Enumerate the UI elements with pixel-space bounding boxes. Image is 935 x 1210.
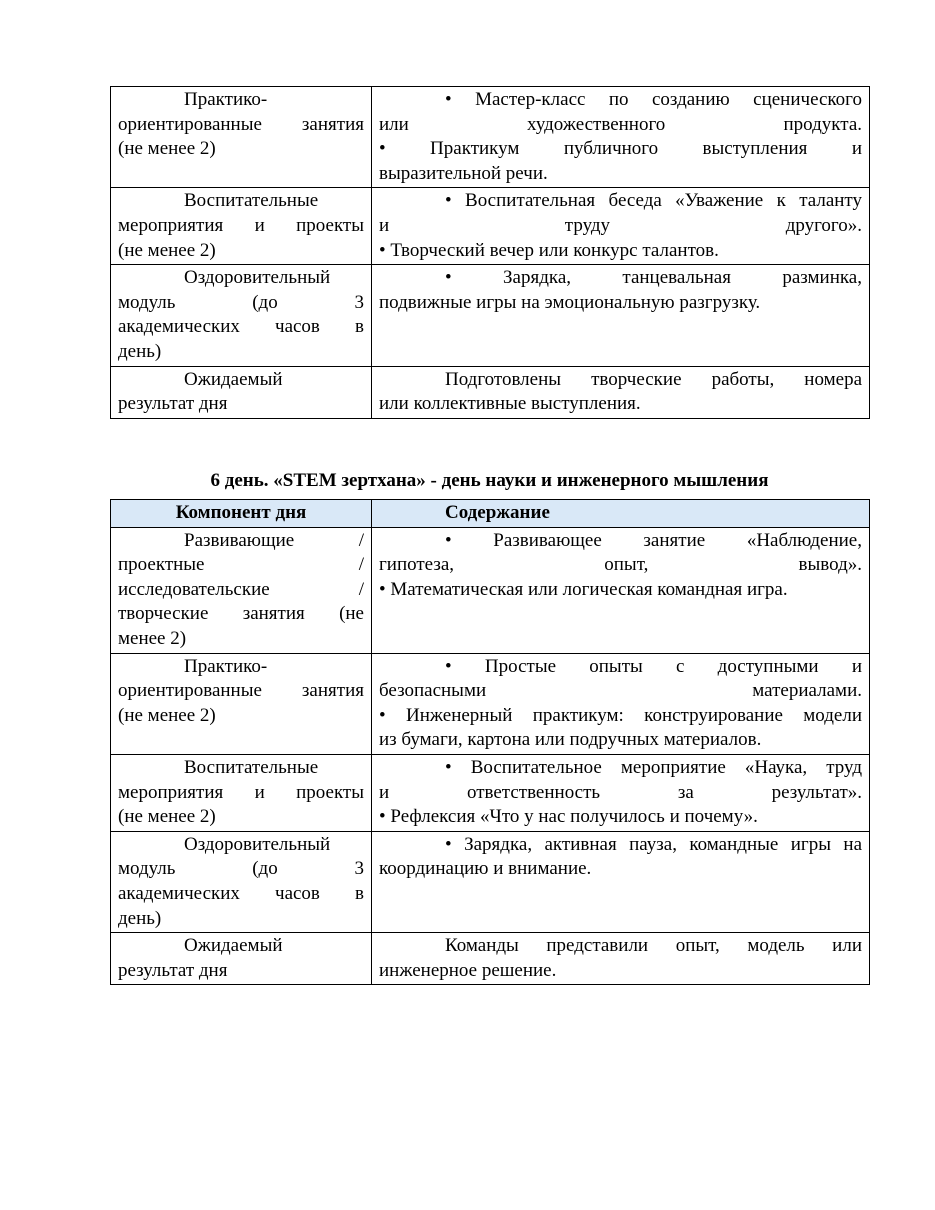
component-cell — [111, 188, 372, 265]
cell-line: Оздоровительный — [184, 833, 331, 855]
component-cell — [111, 366, 372, 418]
cell-line: результат дня — [118, 959, 228, 981]
content-cell — [372, 366, 870, 418]
cell-line: Практико- — [184, 89, 268, 110]
cell-line: из бумаги, картона или подручных материалов. — [379, 729, 762, 751]
cell-line: Ожидаемый — [184, 368, 283, 390]
table-header-row — [111, 500, 870, 528]
cell-line: (не менее 2) — [118, 138, 216, 160]
content-cell — [372, 527, 870, 653]
table-row — [111, 831, 870, 932]
cell-line: • Рефлексия «Что у нас получилось и почему». — [379, 806, 758, 828]
cell-line: • Воспитательное мероприятие «Наука, труд — [445, 756, 862, 778]
cell-line: инженерное решение. — [379, 959, 557, 981]
table-row — [111, 265, 870, 366]
cell-line: гипотеза, опыт, вывод». — [379, 554, 862, 576]
cell-line: Воспитательные — [184, 756, 319, 778]
content-cell — [372, 754, 870, 831]
cell-line: результат дня — [118, 393, 228, 415]
content-cell — [372, 87, 870, 188]
cell-line: Воспитательные — [184, 190, 319, 212]
column-header-content: Содержание — [372, 500, 870, 528]
cell-line: или коллективные выступления. — [379, 393, 641, 415]
component-cell — [111, 831, 372, 932]
cell-line: творческие занятия (не — [118, 603, 364, 625]
cell-line: • Развивающее занятие «Наблюдение, — [445, 529, 862, 551]
cell-line: • Зарядка, активная пауза, командные игры на — [445, 833, 862, 855]
column-header-component: Компонент дня — [111, 500, 372, 528]
cell-line: и ответственность за результат». — [379, 781, 862, 803]
cell-line: Оздоровительный — [184, 267, 331, 289]
cell-line: Команды представили опыт, модель или — [445, 935, 862, 957]
table-row — [111, 87, 870, 188]
cell-line: • Практикум публичного выступления и — [379, 138, 862, 160]
cell-line: Развивающие / — [184, 529, 364, 551]
cell-line: модуль (до 3 — [118, 858, 364, 880]
cell-line: • Инженерный практикум: конструирование модели — [379, 704, 862, 726]
component-cell — [111, 265, 372, 366]
content-cell — [372, 188, 870, 265]
table-row — [111, 933, 870, 985]
cell-line: Практико- — [184, 655, 268, 677]
cell-line: день) — [118, 907, 162, 929]
component-cell — [111, 754, 372, 831]
cell-line: • Простые опыты с доступными и — [445, 655, 862, 677]
component-cell — [111, 87, 372, 188]
cell-line: • Математическая или логическая командная игра. — [379, 578, 788, 600]
cell-line: координацию и внимание. — [379, 858, 592, 880]
component-cell — [111, 527, 372, 653]
cell-line: исследовательские / — [118, 578, 364, 600]
program-table-day-6 — [110, 499, 870, 985]
component-cell — [111, 933, 372, 985]
content-cell — [372, 265, 870, 366]
cell-line: день) — [118, 340, 162, 362]
table-row — [111, 527, 870, 653]
cell-line: мероприятия и проекты — [118, 781, 364, 803]
cell-line: менее 2) — [118, 627, 187, 649]
table-row — [111, 188, 870, 265]
table-row — [111, 653, 870, 754]
component-cell — [111, 653, 372, 754]
cell-line: проектные / — [118, 554, 364, 576]
cell-line: • Мастер-класс по созданию сценического — [445, 89, 862, 110]
cell-line: мероприятия и проекты — [118, 214, 364, 236]
program-table-previous-day — [110, 86, 870, 419]
cell-line: академических часов в — [118, 882, 364, 904]
content-cell — [372, 831, 870, 932]
cell-line: подвижные игры на эмоциональную разгрузку. — [379, 291, 761, 313]
cell-line: или художественного продукта. — [379, 113, 862, 135]
cell-line: Ожидаемый — [184, 935, 283, 957]
cell-line: выразительной речи. — [379, 162, 548, 184]
content-cell — [372, 653, 870, 754]
cell-line: Подготовлены творческие работы, номера — [445, 368, 862, 390]
cell-line: (не менее 2) — [118, 806, 216, 828]
cell-line: безопасными материалами. — [379, 680, 862, 702]
cell-line: (не менее 2) — [118, 239, 216, 261]
table-row — [111, 754, 870, 831]
section-heading: 6 день. «STEM зертхана» - день науки и инженерного мышления — [210, 470, 769, 491]
cell-line: • Зарядка, танцевальная разминка, — [445, 267, 862, 289]
cell-line: ориентированные занятия — [118, 680, 364, 702]
cell-line: и труду другого». — [379, 214, 862, 236]
cell-line: модуль (до 3 — [118, 291, 364, 313]
cell-line: • Творческий вечер или конкурс талантов. — [379, 239, 719, 261]
cell-line: академических часов в — [118, 316, 364, 338]
content-cell — [372, 933, 870, 985]
cell-line: • Воспитательная беседа «Уважение к таланту — [445, 190, 862, 212]
table-row — [111, 366, 870, 418]
cell-line: ориентированные занятия — [118, 113, 364, 135]
cell-line: (не менее 2) — [118, 704, 216, 726]
